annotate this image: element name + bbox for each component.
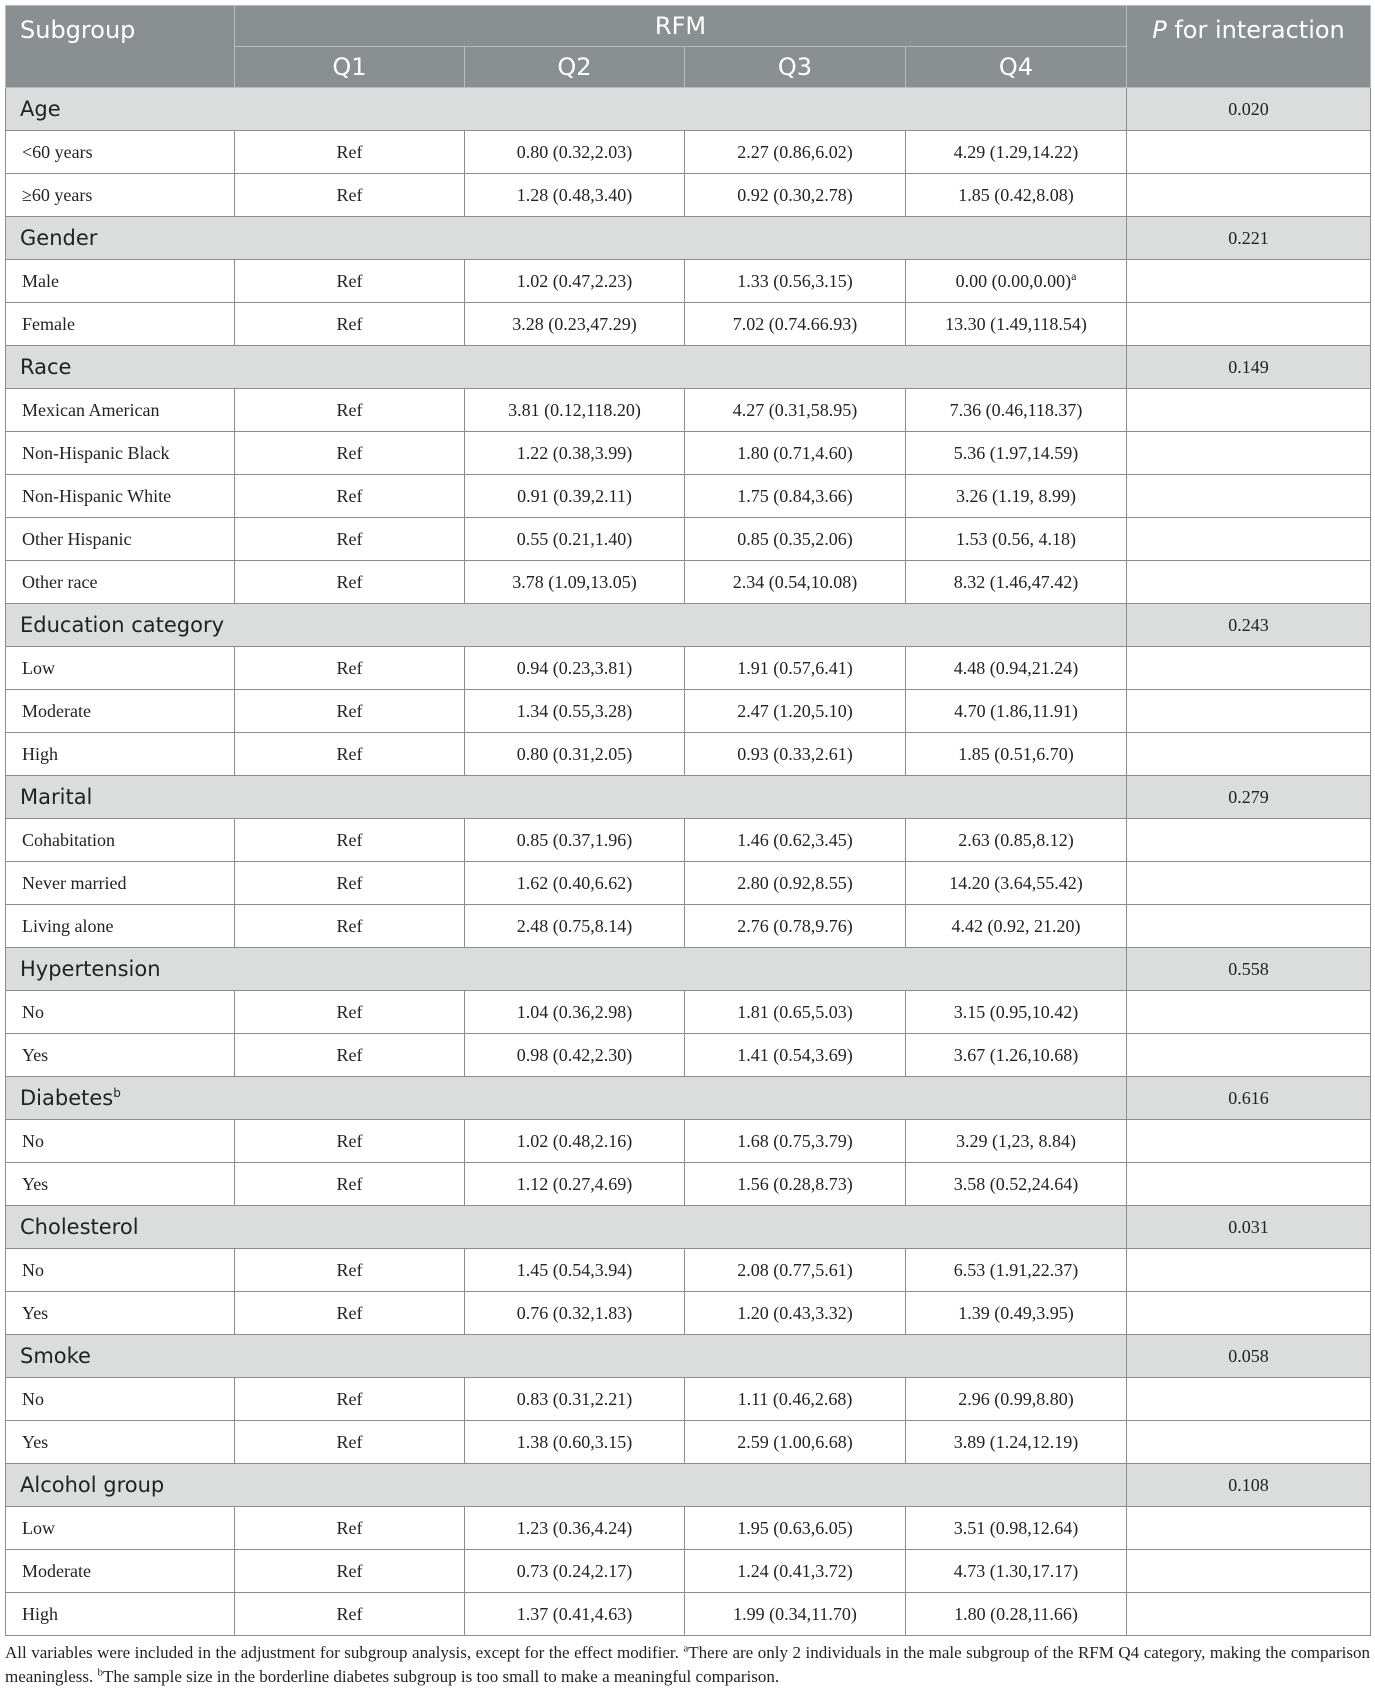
p-for-interaction-value: 0.243	[1127, 604, 1371, 647]
q4-value-text: 3.51 (0.98,12.64)	[953, 1517, 1079, 1538]
group-name-text: Hypertension	[20, 957, 161, 981]
q4-value	[906, 475, 1127, 518]
table-row	[6, 1249, 1371, 1292]
q1-value: Ref	[235, 905, 465, 948]
q1-value: Ref	[235, 561, 465, 604]
q4-value-text: 1.80 (0.28,11.66)	[954, 1603, 1078, 1624]
footnote-part2: There are only 2 individuals in the male subgroup of the RFM Q4 category, making the comparison meaningless.	[5, 1643, 1371, 1686]
table-body	[6, 88, 1371, 1636]
p-for-interaction-empty	[1127, 432, 1371, 475]
footnote-sup-a: a	[683, 1642, 689, 1655]
table-row	[6, 1163, 1371, 1206]
q4-value	[906, 1550, 1127, 1593]
q1-value: Ref	[235, 260, 465, 303]
table-row	[6, 690, 1371, 733]
p-for-interaction-empty	[1127, 819, 1371, 862]
q2-value: 1.22 (0.38,3.99)	[465, 432, 685, 475]
group-name	[6, 604, 1127, 647]
group-name-text: Gender	[20, 226, 98, 250]
subgroup-label: High	[6, 733, 235, 776]
p-for-interaction-empty	[1127, 1421, 1371, 1464]
q4-value	[906, 260, 1127, 303]
footnote-part3: The sample size in the borderline diabetes subgroup is too small to make a meaningful comparison.	[103, 1667, 780, 1686]
q1-value: Ref	[235, 1550, 465, 1593]
q1-value: Ref	[235, 991, 465, 1034]
subgroup-label: Non-Hispanic White	[6, 475, 235, 518]
p-for-interaction-empty	[1127, 1378, 1371, 1421]
q3-value: 2.47 (1.20,5.10)	[685, 690, 906, 733]
p-for-interaction-empty	[1127, 1593, 1371, 1636]
subgroup-label: Low	[6, 1507, 235, 1550]
q1-value: Ref	[235, 690, 465, 733]
p-for-interaction-empty	[1127, 1292, 1371, 1335]
q4-value	[906, 991, 1127, 1034]
subgroup-label: Yes	[6, 1034, 235, 1077]
q4-value-text: 4.42 (0.92, 21.20)	[951, 915, 1081, 936]
q1-value: Ref	[235, 1249, 465, 1292]
q2-value: 1.28 (0.48,3.40)	[465, 174, 685, 217]
subgroup-label: Non-Hispanic Black	[6, 432, 235, 475]
group-header-row	[6, 1077, 1371, 1120]
q2-value: 3.28 (0.23,47.29)	[465, 303, 685, 346]
group-name-text: Diabetes	[20, 1086, 114, 1110]
q2-value: 1.38 (0.60,3.15)	[465, 1421, 685, 1464]
group-name	[6, 88, 1127, 131]
q4-value	[906, 1249, 1127, 1292]
q1-value: Ref	[235, 389, 465, 432]
subgroup-label: Low	[6, 647, 235, 690]
subgroup-label: Male	[6, 260, 235, 303]
q4-value	[906, 1292, 1127, 1335]
table-row	[6, 303, 1371, 346]
table-container	[5, 5, 1370, 1689]
p-for-interaction-empty	[1127, 991, 1371, 1034]
q1-value: Ref	[235, 518, 465, 561]
subgroup-label: No	[6, 1378, 235, 1421]
group-name-sup: b	[113, 1086, 121, 1100]
table-row	[6, 819, 1371, 862]
q2-value: 1.62 (0.40,6.62)	[465, 862, 685, 905]
subgroup-label: Never married	[6, 862, 235, 905]
q3-value: 1.68 (0.75,3.79)	[685, 1120, 906, 1163]
q4-value-text: 3.58 (0.52,24.64)	[953, 1173, 1079, 1194]
q4-value	[906, 905, 1127, 948]
table-row	[6, 1593, 1371, 1636]
group-name-text: Race	[20, 355, 72, 379]
q3-value: 2.80 (0.92,8.55)	[685, 862, 906, 905]
q4-value	[906, 819, 1127, 862]
q4-value-text: 2.63 (0.85,8.12)	[958, 829, 1074, 850]
q1-value: Ref	[235, 1163, 465, 1206]
q4-value	[906, 1507, 1127, 1550]
q3-value: 0.85 (0.35,2.06)	[685, 518, 906, 561]
q3-value: 1.75 (0.84,3.66)	[685, 475, 906, 518]
p-for-interaction-empty	[1127, 475, 1371, 518]
group-name	[6, 1464, 1127, 1507]
table-row	[6, 432, 1371, 475]
group-header-row	[6, 88, 1371, 131]
p-for-interaction-empty	[1127, 561, 1371, 604]
q3-value: 1.11 (0.46,2.68)	[685, 1378, 906, 1421]
group-name	[6, 1335, 1127, 1378]
q4-value	[906, 1421, 1127, 1464]
q2-value: 1.02 (0.47,2.23)	[465, 260, 685, 303]
table-row	[6, 905, 1371, 948]
table-row	[6, 1292, 1371, 1335]
q2-value: 3.78 (1.09,13.05)	[465, 561, 685, 604]
q2-value: 1.37 (0.41,4.63)	[465, 1593, 685, 1636]
table-row	[6, 733, 1371, 776]
q3-value: 1.81 (0.65,5.03)	[685, 991, 906, 1034]
q4-value	[906, 303, 1127, 346]
q2-value: 1.34 (0.55,3.28)	[465, 690, 685, 733]
q4-value-text: 5.36 (1.97,14.59)	[953, 442, 1079, 463]
q2-value: 0.94 (0.23,3.81)	[465, 647, 685, 690]
p-for-interaction-empty	[1127, 1163, 1371, 1206]
table-row	[6, 561, 1371, 604]
q2-value: 0.76 (0.32,1.83)	[465, 1292, 685, 1335]
q4-value	[906, 1593, 1127, 1636]
p-for-interaction-value: 0.108	[1127, 1464, 1371, 1507]
footnote-part1: All variables were included in the adjustment for subgroup analysis, except for the effect modifier.	[5, 1643, 684, 1662]
q4-value	[906, 518, 1127, 561]
q1-value: Ref	[235, 1120, 465, 1163]
q3-value: 0.93 (0.33,2.61)	[685, 733, 906, 776]
group-header-row	[6, 217, 1371, 260]
q4-value-text: 4.70 (1.86,11.91)	[954, 700, 1078, 721]
q1-value: Ref	[235, 1593, 465, 1636]
q2-value: 1.02 (0.48,2.16)	[465, 1120, 685, 1163]
q2-value: 1.04 (0.36,2.98)	[465, 991, 685, 1034]
p-for-interaction-empty	[1127, 260, 1371, 303]
header-row-1	[6, 6, 1371, 47]
q3-value: 1.33 (0.56,3.15)	[685, 260, 906, 303]
q1-value: Ref	[235, 131, 465, 174]
header-q4: Q4	[906, 47, 1127, 88]
q4-value-text: 2.96 (0.99,8.80)	[958, 1388, 1074, 1409]
subgroup-label: Living alone	[6, 905, 235, 948]
q4-value	[906, 1163, 1127, 1206]
group-name-text: Cholesterol	[20, 1215, 139, 1239]
group-name	[6, 346, 1127, 389]
group-name-text: Education category	[20, 613, 225, 637]
subgroup-table	[5, 5, 1371, 1636]
group-name-text: Smoke	[20, 1344, 91, 1368]
q1-value: Ref	[235, 174, 465, 217]
group-header-row	[6, 1206, 1371, 1249]
table-row	[6, 1034, 1371, 1077]
q4-value	[906, 647, 1127, 690]
q1-value: Ref	[235, 432, 465, 475]
q3-value: 1.24 (0.41,3.72)	[685, 1550, 906, 1593]
q2-value: 0.91 (0.39,2.11)	[465, 475, 685, 518]
table-row	[6, 475, 1371, 518]
q2-value: 0.80 (0.31,2.05)	[465, 733, 685, 776]
q2-value: 0.83 (0.31,2.21)	[465, 1378, 685, 1421]
p-for-interaction-value: 0.058	[1127, 1335, 1371, 1378]
q3-value: 2.59 (1.00,6.68)	[685, 1421, 906, 1464]
group-name-text: Marital	[20, 785, 93, 809]
table-row	[6, 862, 1371, 905]
table-row	[6, 1120, 1371, 1163]
p-for-interaction-empty	[1127, 862, 1371, 905]
subgroup-label: Mexican American	[6, 389, 235, 432]
q3-value: 2.34 (0.54,10.08)	[685, 561, 906, 604]
q3-value: 1.91 (0.57,6.41)	[685, 647, 906, 690]
q1-value: Ref	[235, 475, 465, 518]
p-for-interaction-value: 0.149	[1127, 346, 1371, 389]
q4-value	[906, 690, 1127, 733]
group-header-row	[6, 604, 1371, 647]
subgroup-label: Other race	[6, 561, 235, 604]
q1-value: Ref	[235, 1292, 465, 1335]
group-header-row	[6, 1464, 1371, 1507]
q2-value: 0.98 (0.42,2.30)	[465, 1034, 685, 1077]
q1-value: Ref	[235, 862, 465, 905]
q4-value-text: 8.32 (1.46,47.42)	[953, 571, 1079, 592]
subgroup-label: ≥60 years	[6, 174, 235, 217]
p-for-interaction-value: 0.020	[1127, 88, 1371, 131]
subgroup-label: Cohabitation	[6, 819, 235, 862]
p-for-interaction-empty	[1127, 1249, 1371, 1292]
p-for-interaction-empty	[1127, 1120, 1371, 1163]
q4-value-text: 3.26 (1.19, 8.99)	[956, 485, 1076, 506]
header-q2: Q2	[465, 47, 685, 88]
q4-value	[906, 1120, 1127, 1163]
q4-value	[906, 561, 1127, 604]
p-for-interaction-empty	[1127, 647, 1371, 690]
q4-value-text: 1.39 (0.49,3.95)	[958, 1302, 1074, 1323]
subgroup-label: Yes	[6, 1292, 235, 1335]
header-p-rest: for interaction	[1166, 16, 1345, 44]
p-for-interaction-empty	[1127, 690, 1371, 733]
q4-value-text: 1.85 (0.42,8.08)	[958, 184, 1074, 205]
subgroup-label: <60 years	[6, 131, 235, 174]
table-row	[6, 518, 1371, 561]
q2-value: 0.80 (0.32,2.03)	[465, 131, 685, 174]
subgroup-label: High	[6, 1593, 235, 1636]
q3-value: 0.92 (0.30,2.78)	[685, 174, 906, 217]
group-header-row	[6, 1335, 1371, 1378]
q4-value-text: 0.00 (0.00,0.00)	[955, 270, 1072, 291]
q4-value-text: 3.15 (0.95,10.42)	[953, 1001, 1079, 1022]
q3-value: 1.56 (0.28,8.73)	[685, 1163, 906, 1206]
p-for-interaction-value: 0.558	[1127, 948, 1371, 991]
subgroup-label: Other Hispanic	[6, 518, 235, 561]
q2-value: 0.73 (0.24,2.17)	[465, 1550, 685, 1593]
q4-value	[906, 174, 1127, 217]
q1-value: Ref	[235, 1034, 465, 1077]
table-row	[6, 647, 1371, 690]
q3-value: 1.20 (0.43,3.32)	[685, 1292, 906, 1335]
table-row	[6, 260, 1371, 303]
q2-value: 0.85 (0.37,1.96)	[465, 819, 685, 862]
p-for-interaction-empty	[1127, 905, 1371, 948]
q2-value: 2.48 (0.75,8.14)	[465, 905, 685, 948]
q3-value: 1.80 (0.71,4.60)	[685, 432, 906, 475]
q4-footnote-sup: a	[1071, 268, 1077, 283]
group-name	[6, 217, 1127, 260]
subgroup-label: Moderate	[6, 1550, 235, 1593]
subgroup-label: Yes	[6, 1163, 235, 1206]
q4-value-text: 4.29 (1.29,14.22)	[953, 141, 1079, 162]
q2-value: 1.12 (0.27,4.69)	[465, 1163, 685, 1206]
p-for-interaction-value: 0.031	[1127, 1206, 1371, 1249]
header-subgroup: Subgroup	[6, 6, 235, 88]
q3-value: 2.76 (0.78,9.76)	[685, 905, 906, 948]
subgroup-label: No	[6, 991, 235, 1034]
p-for-interaction-empty	[1127, 389, 1371, 432]
q4-value-text: 3.67 (1.26,10.68)	[953, 1044, 1079, 1065]
q3-value: 4.27 (0.31,58.95)	[685, 389, 906, 432]
q4-value	[906, 862, 1127, 905]
q4-value	[906, 131, 1127, 174]
table-row	[6, 389, 1371, 432]
q4-value	[906, 733, 1127, 776]
p-for-interaction-empty	[1127, 174, 1371, 217]
q1-value: Ref	[235, 819, 465, 862]
table-row	[6, 1550, 1371, 1593]
footnote-sup-b: b	[97, 1666, 104, 1679]
q1-value: Ref	[235, 647, 465, 690]
q2-value: 3.81 (0.12,118.20)	[465, 389, 685, 432]
p-for-interaction-value: 0.279	[1127, 776, 1371, 819]
q3-value: 1.46 (0.62,3.45)	[685, 819, 906, 862]
p-for-interaction-empty	[1127, 1034, 1371, 1077]
group-name	[6, 1206, 1127, 1249]
q4-value-text: 3.29 (1,23, 8.84)	[956, 1130, 1076, 1151]
group-header-row	[6, 776, 1371, 819]
table-row	[6, 131, 1371, 174]
group-name	[6, 948, 1127, 991]
p-for-interaction-value: 0.616	[1127, 1077, 1371, 1120]
q4-value-text: 1.85 (0.51,6.70)	[958, 743, 1074, 764]
subgroup-label: No	[6, 1249, 235, 1292]
q4-value	[906, 1034, 1127, 1077]
p-for-interaction-empty	[1127, 131, 1371, 174]
subgroup-label: Female	[6, 303, 235, 346]
q2-value: 0.55 (0.21,1.40)	[465, 518, 685, 561]
p-for-interaction-empty	[1127, 1507, 1371, 1550]
p-for-interaction-empty	[1127, 1550, 1371, 1593]
group-name	[6, 776, 1127, 819]
header-p-for-interaction	[1127, 6, 1371, 88]
q4-value-text: 13.30 (1.49,118.54)	[945, 313, 1087, 334]
q4-value	[906, 389, 1127, 432]
group-header-row	[6, 346, 1371, 389]
q1-value: Ref	[235, 303, 465, 346]
q4-value	[906, 432, 1127, 475]
q2-value: 1.23 (0.36,4.24)	[465, 1507, 685, 1550]
table-row	[6, 1507, 1371, 1550]
q4-value-text: 14.20 (3.64,55.42)	[949, 872, 1083, 893]
q1-value: Ref	[235, 1378, 465, 1421]
q3-value: 1.41 (0.54,3.69)	[685, 1034, 906, 1077]
table-footnote	[5, 1641, 1370, 1689]
table-row	[6, 174, 1371, 217]
subgroup-label: No	[6, 1120, 235, 1163]
q2-value: 1.45 (0.54,3.94)	[465, 1249, 685, 1292]
q1-value: Ref	[235, 733, 465, 776]
header-q1: Q1	[235, 47, 465, 88]
q1-value: Ref	[235, 1421, 465, 1464]
q3-value: 7.02 (0.74.66.93)	[685, 303, 906, 346]
header-rfm: RFM	[235, 6, 1127, 47]
q4-value-text: 4.48 (0.94,21.24)	[953, 657, 1079, 678]
table-row	[6, 991, 1371, 1034]
p-for-interaction-empty	[1127, 518, 1371, 561]
q3-value: 1.99 (0.34,11.70)	[685, 1593, 906, 1636]
q3-value: 1.95 (0.63,6.05)	[685, 1507, 906, 1550]
q4-value	[906, 1378, 1127, 1421]
q4-value-text: 4.73 (1.30,17.17)	[953, 1560, 1079, 1581]
group-header-row	[6, 948, 1371, 991]
table-row	[6, 1421, 1371, 1464]
header-p-italic: P	[1152, 16, 1167, 44]
p-for-interaction-empty	[1127, 733, 1371, 776]
q4-value-text: 7.36 (0.46,118.37)	[949, 399, 1083, 420]
subgroup-label: Yes	[6, 1421, 235, 1464]
q3-value: 2.27 (0.86,6.02)	[685, 131, 906, 174]
p-for-interaction-value: 0.221	[1127, 217, 1371, 260]
q3-value: 2.08 (0.77,5.61)	[685, 1249, 906, 1292]
header-q3: Q3	[685, 47, 906, 88]
group-name-text: Age	[20, 97, 61, 121]
q4-value-text: 6.53 (1.91,22.37)	[953, 1259, 1079, 1280]
table-row	[6, 1378, 1371, 1421]
subgroup-label: Moderate	[6, 690, 235, 733]
group-name	[6, 1077, 1127, 1120]
group-name-text: Alcohol group	[20, 1473, 165, 1497]
q1-value: Ref	[235, 1507, 465, 1550]
p-for-interaction-empty	[1127, 303, 1371, 346]
q4-value-text: 1.53 (0.56, 4.18)	[956, 528, 1076, 549]
q4-value-text: 3.89 (1.24,12.19)	[953, 1431, 1079, 1452]
